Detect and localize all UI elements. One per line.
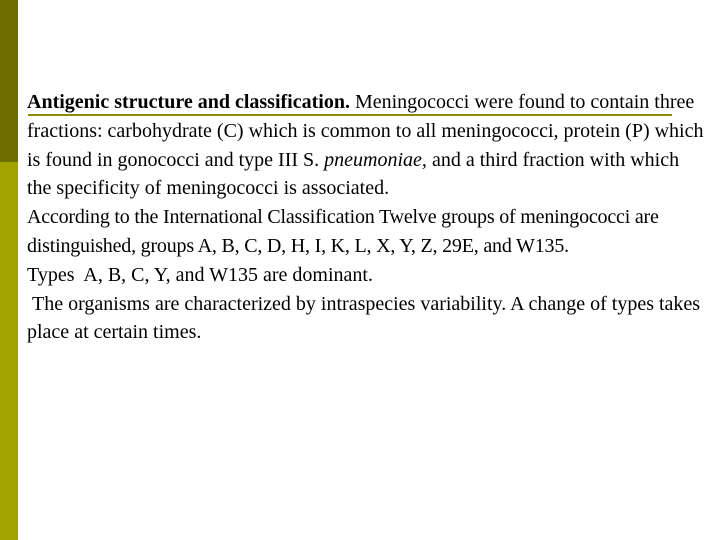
- species-name-italic: pneumoniae,: [324, 148, 427, 171]
- paragraph-classification: According to the International Classification Twelve groups of meningococci are distinguished, groups A, B, C, D, H, I, K, L, X, Y, Z, 29E, and W135.: [27, 206, 659, 257]
- paragraph-antigenic-structure: [27, 88, 707, 203]
- paragraph-variability: The organisms are characterized by intraspecies variability. A change of types takes place at certain times.: [27, 292, 706, 344]
- paragraph-text: and a third fraction with which the specificity of meningococci is associated.: [27, 148, 680, 200]
- left-accent-bar: [0, 0, 18, 540]
- paragraph-dominant-types: Types A, B, C, Y, and W135 are dominant.: [27, 263, 373, 286]
- paragraph-text: Meningococci were found to contain three fractions: carbohydrate (C) which is common to all meningococci, protein (P) which is found in gonococci and type III S.: [27, 91, 704, 171]
- left-accent-bar-top: [0, 0, 18, 162]
- slide-body: [27, 88, 707, 347]
- left-accent-bar-bottom: [0, 162, 18, 540]
- section-heading: Antigenic structure and classification.: [27, 91, 350, 113]
